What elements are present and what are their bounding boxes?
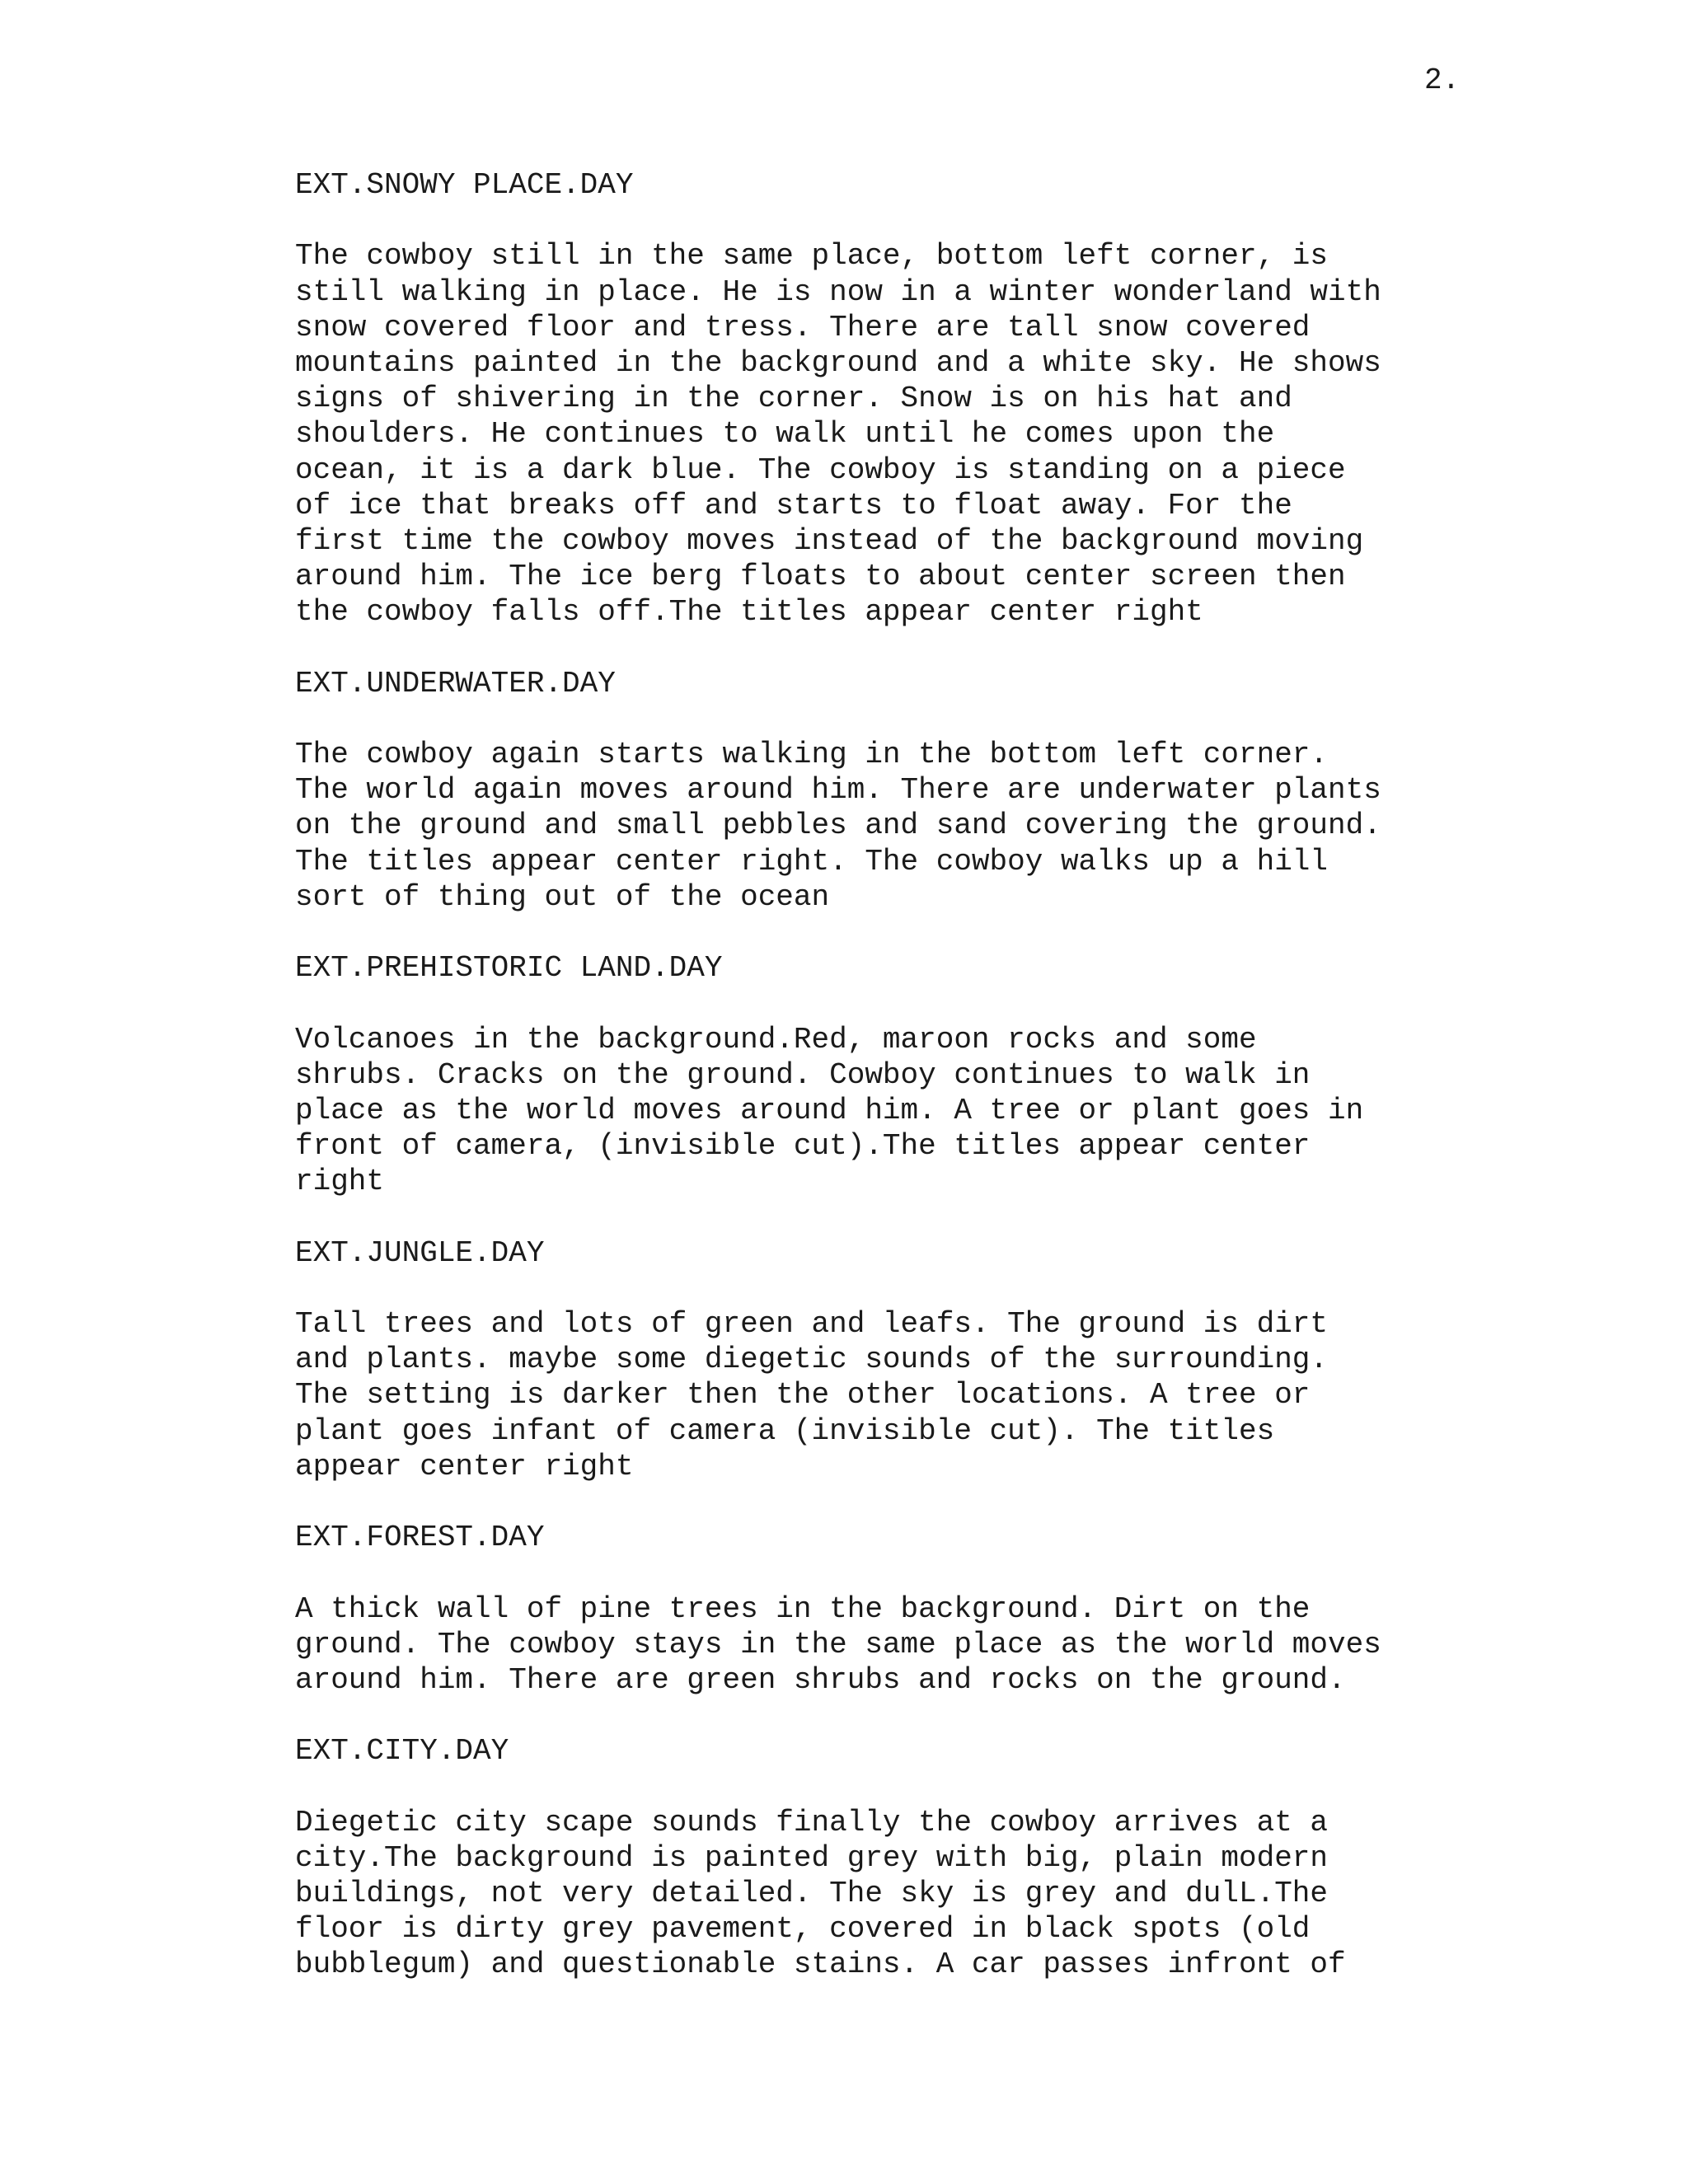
action-line: Diegetic city scape sounds finally the cowboy arrives at a — [295, 1805, 1329, 1840]
scene-heading: EXT.PREHISTORIC LAND.DAY — [295, 951, 723, 986]
action-line: The cowboy still in the same place, bottom left corner, is — [295, 239, 1329, 274]
scene-block — [295, 1733, 1581, 1982]
scene-block — [295, 167, 1581, 630]
scene-heading: EXT.SNOWY PLACE.DAY — [295, 168, 634, 202]
action-line: front of camera, (invisible cut).The titles appear center — [295, 1129, 1311, 1164]
action-line: and plants. maybe some diegetic sounds of the surrounding. — [295, 1343, 1329, 1377]
action-line: first time the cowboy moves instead of the background moving — [295, 523, 1364, 558]
action-line: around him. The ice berg floats to about center screen then — [295, 560, 1346, 594]
action-line: shrubs. Cracks on the ground. Cowboy continues to walk in — [295, 1057, 1311, 1092]
action-line: around him. There are green shrubs and rocks on the ground. — [295, 1662, 1346, 1697]
action-line: place as the world moves around him. A tree or plant goes in — [295, 1093, 1364, 1127]
action-line: on the ground and small pebbles and sand covering the ground. — [295, 808, 1381, 843]
action-paragraph — [295, 1022, 1581, 1200]
scene-block — [295, 666, 1581, 915]
action-paragraph — [295, 737, 1581, 915]
action-line: mountains painted in the background and a white sky. He shows — [295, 345, 1381, 380]
action-line: ground. The cowboy stays in the same place as the world moves — [295, 1627, 1381, 1661]
action-line: shoulders. He continues to walk until he comes upon the — [295, 417, 1275, 452]
action-paragraph — [295, 238, 1581, 630]
action-line: plant goes infant of camera (invisible cut). The titles — [295, 1413, 1275, 1448]
scene-heading: EXT.JUNGLE.DAY — [295, 1235, 545, 1270]
action-line: floor is dirty grey pavement, covered in black spots (old — [295, 1912, 1311, 1947]
scene-block — [295, 1520, 1581, 1698]
action-line: The world again moves around him. There are underwater plants — [295, 773, 1381, 808]
action-paragraph — [295, 1805, 1581, 1983]
action-line: signs of shivering in the corner. Snow is on his hat and — [295, 382, 1292, 416]
action-line: the cowboy falls off.The titles appear center right — [295, 595, 1203, 630]
action-paragraph — [295, 1591, 1581, 1699]
action-line: bubblegum) and questionable stains. A car passes infront of — [295, 1947, 1346, 1982]
action-line: The setting is darker then the other locations. A tree or — [295, 1378, 1311, 1413]
scene-block — [295, 950, 1581, 1199]
action-line: buildings, not very detailed. The sky is grey and dulL.The — [295, 1877, 1329, 1911]
scene-heading: EXT.CITY.DAY — [295, 1734, 509, 1769]
action-line: right — [295, 1165, 385, 1199]
action-line: snow covered floor and tress. There are tall snow covered — [295, 310, 1311, 344]
action-line: Tall trees and lots of green and leafs. The ground is dirt — [295, 1307, 1329, 1342]
scene-block — [295, 1235, 1581, 1484]
script-body — [295, 167, 1581, 2018]
action-line: appear center right — [295, 1449, 634, 1483]
action-line: The cowboy again starts walking in the bottom left corner. — [295, 738, 1329, 772]
action-line: sort of thing out of the ocean — [295, 879, 830, 914]
scene-heading: EXT.FOREST.DAY — [295, 1521, 545, 1555]
action-line: Volcanoes in the background.Red, maroon rocks and some — [295, 1022, 1257, 1057]
action-line: still walking in place. He is now in a winter wonderland with — [295, 274, 1381, 309]
action-line: A thick wall of pine trees in the background. Dirt on the — [295, 1591, 1311, 1626]
action-line: of ice that breaks off and starts to float away. For the — [295, 488, 1292, 523]
action-paragraph — [295, 1306, 1581, 1484]
action-line: The titles appear center right. The cowboy walks up a hill — [295, 844, 1329, 879]
action-line: city.The background is painted grey with big, plain modern — [295, 1840, 1329, 1875]
page-number: 2. — [1424, 63, 1461, 97]
scene-heading: EXT.UNDERWATER.DAY — [295, 666, 616, 701]
action-line: ocean, it is a dark blue. The cowboy is standing on a piece — [295, 452, 1346, 487]
